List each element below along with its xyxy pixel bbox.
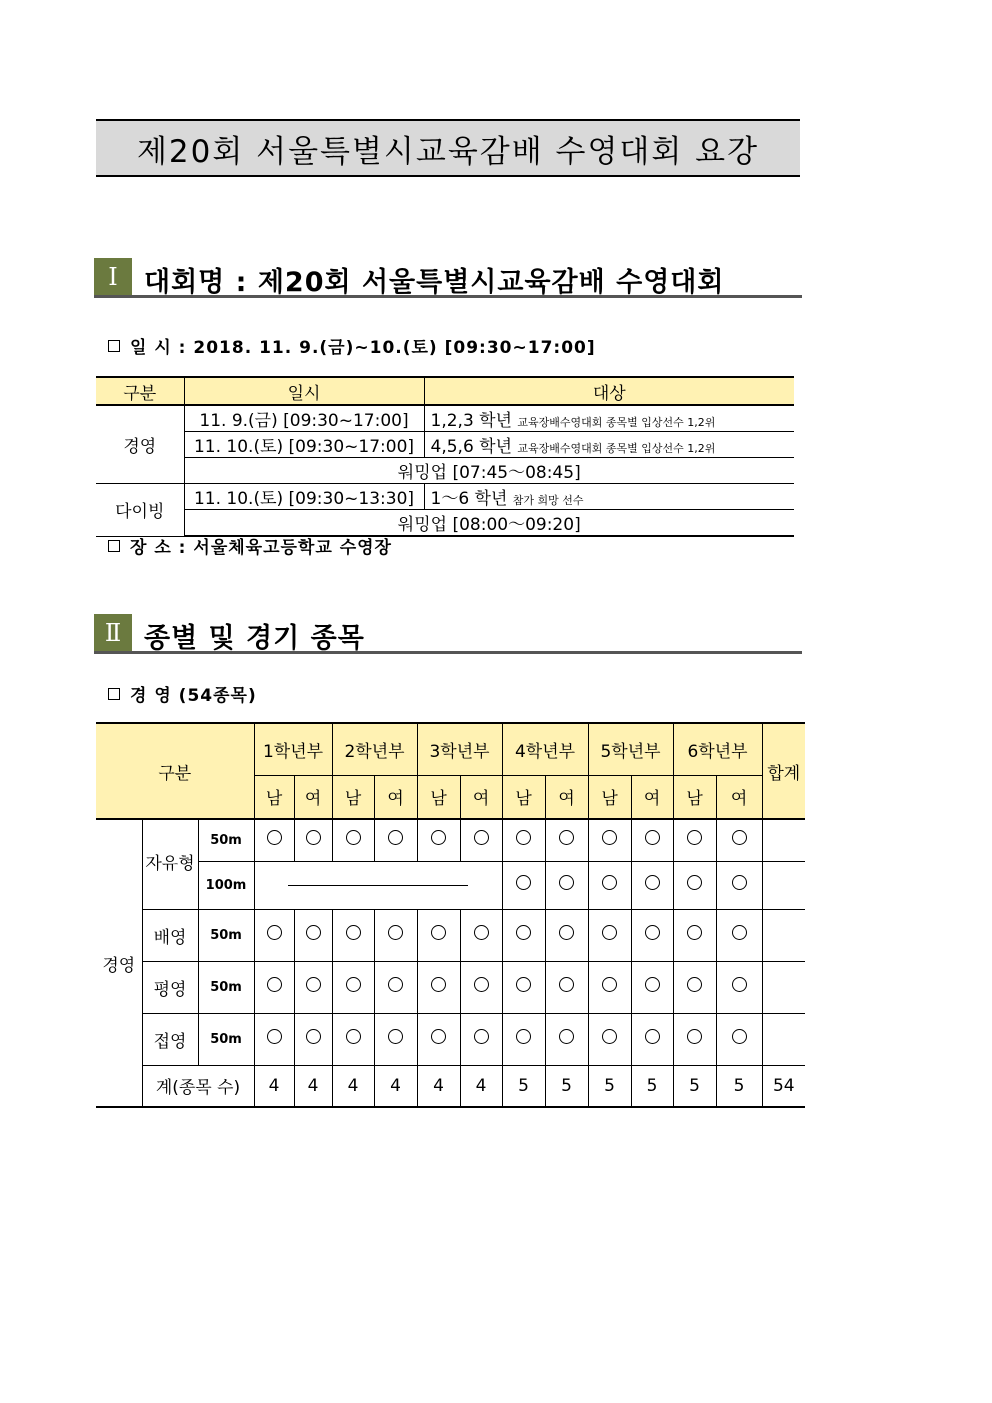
- schedule-header-target: 대상: [424, 377, 794, 405]
- mark-cell: [716, 861, 762, 909]
- circle-mark-icon: [346, 925, 361, 940]
- circle-mark-icon: [516, 977, 531, 992]
- circle-mark-icon: [687, 875, 702, 890]
- gender-female: 여: [545, 775, 588, 819]
- circle-mark-icon: [602, 830, 617, 845]
- mark-cell: [460, 961, 502, 1013]
- grade-header: 2학년부: [332, 723, 417, 775]
- mark-cell: [588, 861, 631, 909]
- mark-cell: [417, 819, 460, 861]
- mark-cell: [545, 1013, 588, 1065]
- mark-cell: [460, 909, 502, 961]
- schedule-row: [96, 405, 794, 432]
- mark-cell: [716, 961, 762, 1013]
- schedule-date: 11. 9.(금) [09:30~17:00]: [184, 405, 424, 432]
- mark-cell: [716, 909, 762, 961]
- mark-cell: [673, 961, 716, 1013]
- total-cell: [762, 819, 805, 861]
- event-row: [96, 861, 805, 909]
- mark-cell: [374, 819, 417, 861]
- mark-cell: [374, 909, 417, 961]
- mark-cell: [417, 961, 460, 1013]
- count-cell: 4: [294, 1065, 332, 1107]
- mark-cell: [460, 819, 502, 861]
- circle-mark-icon: [732, 830, 747, 845]
- mark-cell: [332, 961, 374, 1013]
- dive-warmup: 워밍업 [08:00～09:20]: [184, 510, 794, 537]
- circle-mark-icon: [687, 925, 702, 940]
- count-cell: 5: [716, 1065, 762, 1107]
- circle-mark-icon: [559, 977, 574, 992]
- section1-title: 대회명 : 제20회 서울특별시교육감배 수영대회: [144, 267, 725, 298]
- total-cell: [762, 861, 805, 909]
- distance: 50m: [198, 819, 254, 861]
- circle-mark-icon: [431, 977, 446, 992]
- count-label: 계(종목 수): [142, 1065, 254, 1107]
- events-header-category: 구분: [96, 723, 254, 819]
- schedule-target: 1～6 학년 참가 희망 선수: [424, 484, 794, 510]
- circle-mark-icon: [306, 925, 321, 940]
- schedule-header-date: 일시: [184, 377, 424, 405]
- mark-cell: [673, 1013, 716, 1065]
- swim-category: 경영: [96, 405, 184, 484]
- distance: 50m: [198, 961, 254, 1013]
- circle-mark-icon: [346, 977, 361, 992]
- mark-cell: [588, 961, 631, 1013]
- mark-cell: [673, 909, 716, 961]
- event-row: [96, 909, 805, 961]
- mark-cell: [631, 1013, 673, 1065]
- circle-mark-icon: [516, 925, 531, 940]
- circle-mark-icon: [346, 1029, 361, 1044]
- schedule-row: [96, 484, 794, 510]
- gender-male: 남: [502, 775, 545, 819]
- schedule-target: 4,5,6 학년 교육장배수영대회 종목별 입상선수 1,2위: [424, 432, 794, 458]
- distance: 50m: [198, 1013, 254, 1065]
- mark-cell: [673, 819, 716, 861]
- mark-cell: [332, 1013, 374, 1065]
- section2-number: Ⅱ: [94, 614, 132, 651]
- circle-mark-icon: [602, 977, 617, 992]
- circle-mark-icon: [732, 875, 747, 890]
- circle-mark-icon: [559, 1029, 574, 1044]
- gender-female: 여: [294, 775, 332, 819]
- circle-mark-icon: [732, 977, 747, 992]
- gender-male: 남: [332, 775, 374, 819]
- mark-cell: [673, 861, 716, 909]
- gender-female: 여: [631, 775, 673, 819]
- count-cell: 4: [460, 1065, 502, 1107]
- mark-cell: [332, 819, 374, 861]
- gender-male: 남: [673, 775, 716, 819]
- document-title: 제20회 서울특별시교육감배 수영대회 요강: [96, 119, 800, 177]
- schedule-target: 1,2,3 학년 교육장배수영대회 종목별 입상선수 1,2위: [424, 405, 794, 432]
- circle-mark-icon: [474, 830, 489, 845]
- circle-mark-icon: [602, 875, 617, 890]
- mark-cell: [254, 819, 294, 861]
- total-cell: [762, 909, 805, 961]
- circle-mark-icon: [388, 830, 403, 845]
- grade-header: 4학년부: [502, 723, 588, 775]
- total-cell: [762, 961, 805, 1013]
- swim-warmup: 워밍업 [07:45～08:45]: [184, 458, 794, 484]
- mark-cell: [254, 1013, 294, 1065]
- stroke-name: 배영: [142, 909, 198, 961]
- circle-mark-icon: [267, 1029, 282, 1044]
- count-cell: 5: [673, 1065, 716, 1107]
- square-bullet-icon: [108, 340, 120, 352]
- circle-mark-icon: [346, 830, 361, 845]
- mark-cell: [502, 819, 545, 861]
- count-cell: 5: [588, 1065, 631, 1107]
- section1-number: Ⅰ: [94, 258, 132, 295]
- mark-cell: [502, 861, 545, 909]
- grade-header: 6학년부: [673, 723, 762, 775]
- mark-cell: [631, 819, 673, 861]
- gender-female: 여: [374, 775, 417, 819]
- count-cell: 4: [417, 1065, 460, 1107]
- mark-cell: [545, 909, 588, 961]
- total-header: 합계: [762, 723, 805, 819]
- circle-mark-icon: [645, 925, 660, 940]
- mark-cell: [254, 909, 294, 961]
- mark-cell: [332, 909, 374, 961]
- schedule-row: [96, 458, 794, 484]
- circle-mark-icon: [431, 830, 446, 845]
- dive-category: 다이빙: [96, 484, 184, 537]
- circle-mark-icon: [267, 925, 282, 940]
- event-row: [96, 819, 805, 861]
- circle-mark-icon: [516, 1029, 531, 1044]
- mark-cell: [254, 961, 294, 1013]
- mark-cell: [374, 1013, 417, 1065]
- count-cell: 5: [631, 1065, 673, 1107]
- gender-female: 여: [716, 775, 762, 819]
- mark-cell: [502, 909, 545, 961]
- circle-mark-icon: [267, 830, 282, 845]
- mark-cell: [716, 819, 762, 861]
- mark-cell: [588, 909, 631, 961]
- grade-header: 3학년부: [417, 723, 502, 775]
- circle-mark-icon: [306, 830, 321, 845]
- count-cell: 4: [254, 1065, 294, 1107]
- circle-mark-icon: [388, 1029, 403, 1044]
- mark-cell: [417, 909, 460, 961]
- mark-cell: [545, 819, 588, 861]
- schedule-header-category: 구분: [96, 377, 184, 405]
- count-cell: 5: [545, 1065, 588, 1107]
- total-count: 54: [762, 1065, 805, 1107]
- mark-cell: [294, 909, 332, 961]
- circle-mark-icon: [388, 977, 403, 992]
- circle-mark-icon: [516, 875, 531, 890]
- section1-header: [94, 258, 802, 298]
- circle-mark-icon: [474, 925, 489, 940]
- circle-mark-icon: [559, 830, 574, 845]
- circle-mark-icon: [267, 977, 282, 992]
- schedule-row: [96, 432, 794, 458]
- dash-line: [288, 885, 468, 886]
- total-cell: [762, 1013, 805, 1065]
- count-row: [96, 1065, 805, 1107]
- mark-cell: [545, 861, 588, 909]
- mark-cell: [460, 1013, 502, 1065]
- circle-mark-icon: [687, 977, 702, 992]
- circle-mark-icon: [732, 1029, 747, 1044]
- stroke-name: 평영: [142, 961, 198, 1013]
- circle-mark-icon: [645, 830, 660, 845]
- mark-cell: [294, 1013, 332, 1065]
- mark-cell: [588, 1013, 631, 1065]
- distance: 50m: [198, 909, 254, 961]
- circle-mark-icon: [306, 977, 321, 992]
- circle-mark-icon: [687, 1029, 702, 1044]
- circle-mark-icon: [431, 1029, 446, 1044]
- event-row: [96, 961, 805, 1013]
- swim-sub-line: 경 영 (54종목): [108, 681, 257, 706]
- gender-male: 남: [254, 775, 294, 819]
- section2-header: [94, 614, 802, 654]
- circle-mark-icon: [687, 830, 702, 845]
- circle-mark-icon: [559, 925, 574, 940]
- swim-category-cell: 경영: [96, 819, 142, 1107]
- grade-header: 5학년부: [588, 723, 673, 775]
- square-bullet-icon: [108, 540, 120, 552]
- mark-cell: [631, 909, 673, 961]
- freestyle-label: 자유형: [142, 819, 198, 909]
- square-bullet-icon: [108, 688, 120, 700]
- mark-cell: [716, 1013, 762, 1065]
- circle-mark-icon: [602, 925, 617, 940]
- grade-header: 1학년부: [254, 723, 332, 775]
- schedule-date: 11. 10.(토) [09:30~13:30]: [184, 484, 424, 510]
- mark-cell: [294, 961, 332, 1013]
- circle-mark-icon: [388, 925, 403, 940]
- schedule-date: 11. 10.(토) [09:30~17:00]: [184, 432, 424, 458]
- circle-mark-icon: [602, 1029, 617, 1044]
- circle-mark-icon: [474, 977, 489, 992]
- circle-mark-icon: [516, 830, 531, 845]
- circle-mark-icon: [645, 977, 660, 992]
- circle-mark-icon: [431, 925, 446, 940]
- date-line: 일 시 : 2018. 11. 9.(금)~10.(토) [09:30~17:00]: [108, 333, 596, 358]
- mark-cell: [502, 961, 545, 1013]
- not-held-cell: [254, 861, 502, 909]
- count-cell: 4: [332, 1065, 374, 1107]
- mark-cell: [631, 961, 673, 1013]
- schedule-table: [96, 376, 794, 537]
- mark-cell: [545, 961, 588, 1013]
- circle-mark-icon: [306, 1029, 321, 1044]
- gender-male: 남: [588, 775, 631, 819]
- events-header-row: [96, 723, 805, 775]
- schedule-header-row: [96, 377, 794, 405]
- mark-cell: [294, 819, 332, 861]
- circle-mark-icon: [559, 875, 574, 890]
- gender-female: 여: [460, 775, 502, 819]
- count-cell: 5: [502, 1065, 545, 1107]
- events-table: [96, 722, 805, 1108]
- count-cell: 4: [374, 1065, 417, 1107]
- mark-cell: [417, 1013, 460, 1065]
- circle-mark-icon: [645, 875, 660, 890]
- mark-cell: [631, 861, 673, 909]
- venue-line: 장 소 : 서울체육고등학교 수영장: [108, 533, 392, 558]
- gender-male: 남: [417, 775, 460, 819]
- circle-mark-icon: [732, 925, 747, 940]
- circle-mark-icon: [645, 1029, 660, 1044]
- circle-mark-icon: [474, 1029, 489, 1044]
- mark-cell: [502, 1013, 545, 1065]
- distance: 100m: [198, 861, 254, 909]
- event-row: [96, 1013, 805, 1065]
- stroke-name: 접영: [142, 1013, 198, 1065]
- mark-cell: [374, 961, 417, 1013]
- mark-cell: [588, 819, 631, 861]
- section2-title: 종별 및 경기 종목: [144, 623, 365, 654]
